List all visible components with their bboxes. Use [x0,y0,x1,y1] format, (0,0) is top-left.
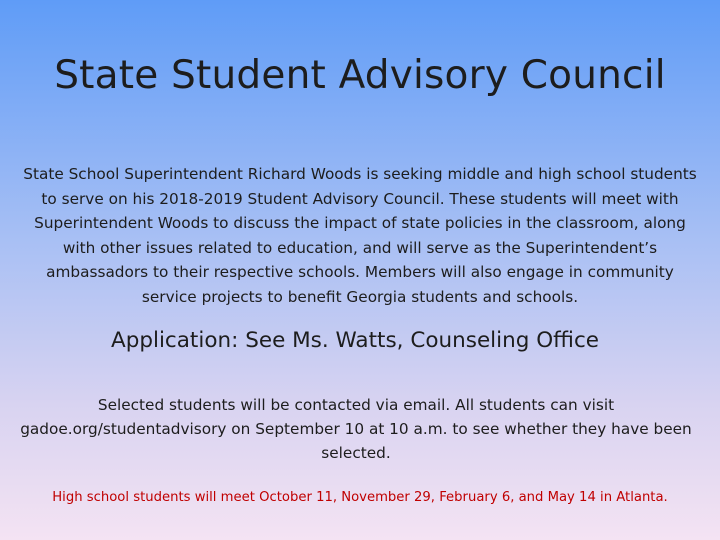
application-info: Application: See Ms. Watts, Counseling Office [110,328,599,353]
meeting-dates: High school students will meet October 11, November 29, February 6, and May 14 in Atlanta. [52,490,668,505]
slide-title: State Student Advisory Council [54,53,666,98]
selection-notice: Selected students will be contacted via email. All students can visit gadoe.org/studentadvisory on September 10 at 10 a.m. to see whether they have been selected. [20,396,692,462]
program-description: State School Superintendent Richard Woods is seeking middle and high school students to serve on his 2018-2019 Student Advisory Council. These students will meet with Superintendent Woods to discuss the impact of state policies in the classroom, along with other issues related to education, and will serve as the Superintendent’s ambassadors to their respective schools. Members will also engage in community service projects to benefit Georgia students and schools. [23,165,697,306]
